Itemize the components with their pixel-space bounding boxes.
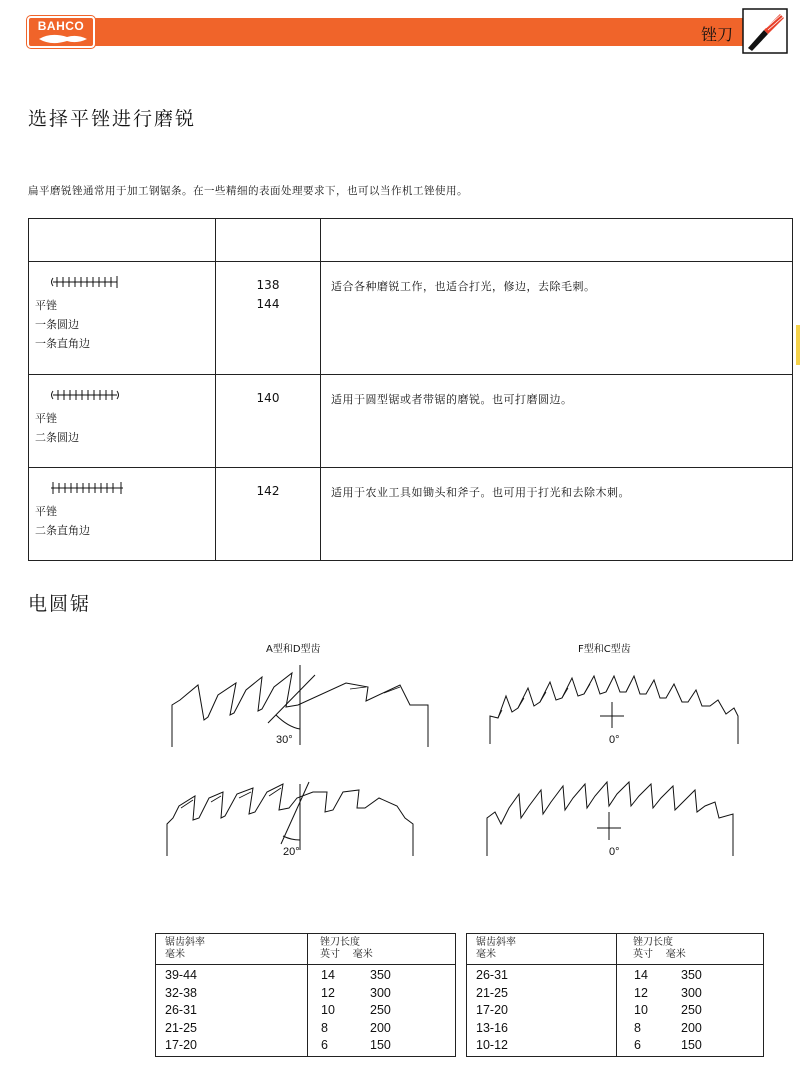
pitch-value: 26-31	[165, 1003, 197, 1018]
mm-value: 200	[370, 1020, 391, 1035]
mm-value: 300	[681, 985, 702, 1000]
header-divider	[156, 964, 455, 965]
angle-label: 0°	[609, 846, 620, 858]
inch-value: 8	[321, 1020, 328, 1035]
mm-value: 350	[681, 968, 702, 982]
header-bar	[95, 18, 745, 46]
mm-value: 350	[370, 968, 391, 982]
pitch-value: 32-38	[165, 985, 197, 1000]
pitch-value: 21-25	[165, 1020, 197, 1035]
length-header: 锉刀长度	[633, 937, 673, 948]
mm-value: 300	[370, 985, 391, 1000]
number-cell	[216, 468, 321, 561]
description-cell	[321, 262, 793, 375]
mm-value: 250	[370, 1003, 391, 1018]
header-cell	[216, 219, 321, 262]
file-edge-label: 二条圆边	[35, 431, 79, 444]
inch-value: 12	[634, 985, 648, 1000]
description-cell	[321, 375, 793, 468]
pitch-header: 锯齿斜率	[165, 937, 205, 948]
header-divider	[467, 964, 763, 965]
file-edge-label: 二条直角边	[35, 524, 90, 537]
inch-value: 10	[321, 1003, 335, 1018]
header-cell	[29, 219, 216, 262]
file-edge-label: 一条圆边	[35, 318, 79, 331]
pitch-value: 17-20	[165, 1038, 197, 1053]
spec-table-fc	[466, 933, 764, 1057]
section-heading: 电圆锯	[28, 593, 92, 615]
spec-table-ad	[155, 933, 456, 1057]
mm-unit: 毫米	[352, 949, 373, 960]
mm-value: 150	[370, 1038, 391, 1053]
header-cell	[321, 219, 793, 262]
bahco-logo	[27, 16, 95, 48]
pitch-header: 锯齿斜率	[476, 937, 516, 948]
table-row	[29, 262, 793, 375]
inch-value: 6	[321, 1038, 328, 1053]
angle-label: 30°	[276, 734, 293, 746]
file-number: 138	[256, 278, 280, 292]
angle-label: 20°	[283, 846, 300, 858]
pitch-value: 13-16	[476, 1020, 508, 1035]
mm-values	[370, 967, 391, 1055]
inch-values	[634, 967, 648, 1055]
inch-value: 14	[634, 968, 648, 982]
pitch-unit: 毫米	[165, 949, 185, 960]
file-edge-label: 一条直角边	[35, 337, 90, 350]
mm-unit: 毫米	[665, 949, 686, 960]
file-number: 144	[256, 297, 280, 311]
tooth-type-label-ad: A型和D型齿	[266, 644, 321, 655]
file-profile-round-square-icon	[49, 274, 121, 290]
column-divider	[616, 934, 617, 1056]
table-row	[29, 375, 793, 468]
inch-values	[321, 967, 335, 1055]
inch-unit: 英寸	[320, 949, 340, 960]
pitch-value: 10-12	[476, 1038, 508, 1053]
saw-tooth-diagram-ad-30	[170, 665, 432, 750]
pitch-values	[165, 967, 197, 1055]
section-title: 锉刀	[700, 25, 733, 44]
inch-value: 14	[321, 968, 335, 982]
page-title: 选择平锉进行磨锐	[28, 108, 197, 130]
description-cell	[321, 468, 793, 561]
page-edge-marker	[796, 325, 800, 365]
file-profile-two-round-icon	[49, 387, 121, 403]
mm-value: 150	[681, 1038, 702, 1053]
file-type-cell	[29, 262, 216, 375]
inch-value: 8	[634, 1020, 641, 1035]
inch-value: 6	[634, 1038, 641, 1053]
file-type-cell	[29, 375, 216, 468]
number-cell	[216, 262, 321, 375]
file-table	[28, 218, 793, 561]
file-description: 适用于圆型锯或者带锯的磨锐。也可打磨圆边。	[331, 393, 573, 406]
tooth-type-label-fc: F型和C型齿	[578, 644, 631, 655]
inch-value: 10	[634, 1003, 648, 1018]
file-type-label: 平锉	[35, 412, 57, 425]
pitch-value: 17-20	[476, 1003, 508, 1018]
pitch-unit: 毫米	[476, 949, 496, 960]
file-number: 140	[256, 391, 280, 405]
table-header-row	[29, 219, 793, 262]
pitch-value: 21-25	[476, 985, 508, 1000]
mm-values	[681, 967, 702, 1055]
inch-unit: 英寸	[633, 949, 653, 960]
inch-value: 12	[321, 985, 335, 1000]
column-divider	[307, 934, 308, 1056]
file-type-label: 平锉	[35, 505, 57, 518]
file-tool-icon	[742, 8, 788, 54]
file-type-cell	[29, 468, 216, 561]
pitch-values	[476, 967, 508, 1055]
intro-text: 扁平磨锐锉通常用于加工钢锯条。在一些精细的表面处理要求下，也可以当作机工锉使用。	[28, 185, 468, 197]
file-description: 适用于农业工具如锄头和斧子。也可用于打光和去除木刺。	[331, 486, 630, 499]
pitch-value: 39-44	[165, 968, 197, 982]
table-row	[29, 468, 793, 561]
fish-icon	[37, 33, 89, 45]
mm-value: 200	[681, 1020, 702, 1035]
file-profile-two-square-icon	[49, 480, 125, 496]
length-header: 锉刀长度	[320, 937, 360, 948]
file-type-label: 平锉	[35, 299, 57, 312]
number-cell	[216, 375, 321, 468]
pitch-value: 26-31	[476, 968, 508, 982]
brand-name: BAHCO	[37, 19, 85, 33]
file-number: 142	[256, 484, 280, 498]
angle-label: 0°	[609, 734, 620, 746]
mm-value: 250	[681, 1003, 702, 1018]
file-description: 适合各种磨锐工作，也适合打光，修边，去除毛刺。	[331, 280, 596, 293]
